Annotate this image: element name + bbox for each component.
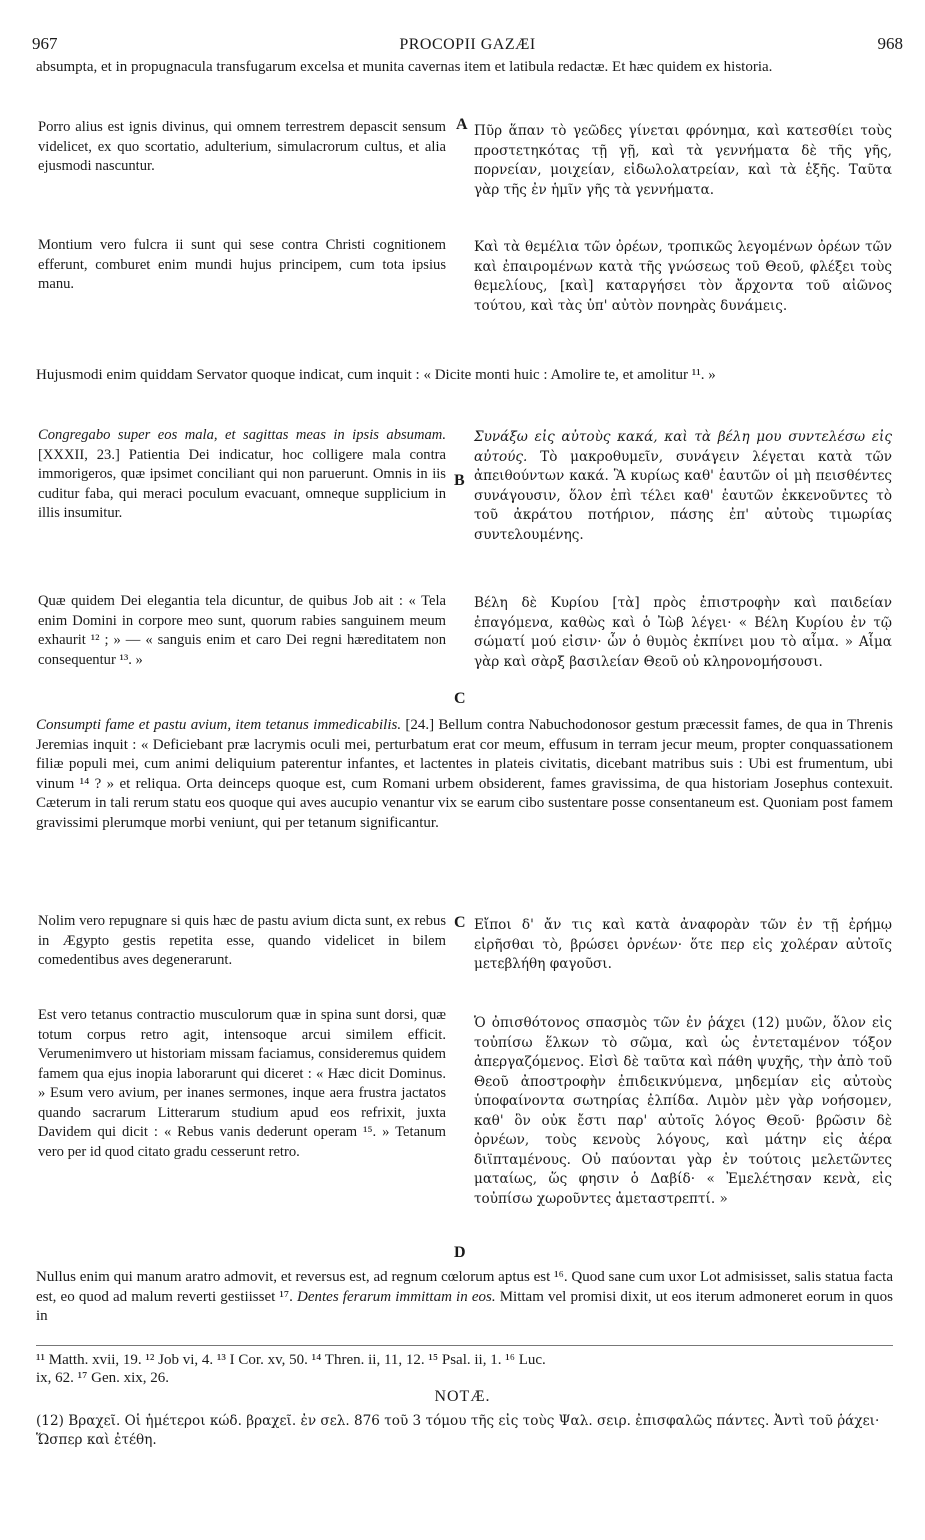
greek-paragraph-eremo: Εἴποι δ' ἄν τις καὶ κατὰ ἀναφορὰν τῶν ἐν τῇ ἐρήμῳ εἰρῆσθαι τὸ, βρώσει ὀρνέων· ὅτε περ εἰς χολέραν αὐτοῖς μετεβλήθη φαγοῦσι. xyxy=(474,917,892,972)
greek-paragraph-bele: Βέλη δὲ Κυρίου [τὰ] πρὸς ἐπιστροφὴν καὶ παιδείαν ἐπαγόμενα, καθὼς καὶ ὁ Ἰὼβ λέγει· « Βέλη Κυρίου ἐν τῷ σώματί μού εἰσιν· ὧν ὁ θυμὸς ἐκπίνει μου τὸ αἷμα. » Αἷμα γὰρ καὶ σὰρξ βασιλείαν Θεοῦ οὐ κληρονομήσουσι. xyxy=(474,595,892,670)
full-paragraph-fames xyxy=(36,716,893,833)
latin-text-congregabo: [XXXII, 23.] Patientia Dei indicatur, hoc colligere mala contra immorigeros, quæ ipsimet conciliant qui non paruerunt. Omnis in iis cuditur faba, qui meraci poculum evacuant, omneque supplicium in illis insumitur. xyxy=(38,446,446,521)
margin-letter-c-second: C xyxy=(454,914,466,931)
footnote-line-1: ¹¹ Matth. xvii, 19. ¹² Job vi, 4. ¹³ I Cor. xv, 50. ¹⁴ Thren. ii, 11, 12. ¹⁵ Psal. ii, 1. ¹⁶ Luc. xyxy=(36,1352,546,1368)
margin-letter-a: A xyxy=(456,116,468,133)
footnote-line-2: ix, 62. ¹⁷ Gen. xix, 26. xyxy=(36,1370,170,1386)
greek-paragraph-fire: Πῦρ ἅπαν τὸ γεῶδες γίνεται φρόνημα, καὶ κατεσθίει τοὺς προστετηκότας τῇ γῇ, καὶ τὰ γεννήματα δὲ τῆς γῆς, πορνείαν, μοιχείαν, εἰδωλολατρείαν, καὶ τὰ ἑξῆς. Ταῦτα γὰρ τῆς ἐν ἡμῖν γῆς τὰ γεννήματα. xyxy=(474,123,892,198)
latin-paragraph-tela: Quæ quidem Dei elegantia tela dicuntur, de quibus Job ait : « Tela enim Domini in corpore meo sunt, quorum rabies sanguinem meum exhaurit ¹² ; » — « sanguis enim et caro Dei regni hæreditatem non consequentur ¹³. » xyxy=(38,593,446,668)
footnote-separator xyxy=(36,1345,893,1346)
lemma-consumpti: Consumpti fame et pastu avium, item tetanus immedicabilis. xyxy=(36,717,402,733)
full-paragraph-saviour: Hujusmodi enim quiddam Servator quoque indicat, cum inquit : « Dicite monti huic : Amolire te, et amolitur ¹¹. » xyxy=(36,367,716,383)
margin-letter-c-first: C xyxy=(454,690,466,707)
text-aratro: Nullus enim qui manum aratro admovit, et reversus est, ad regnum cœlorum aptus est ¹⁶. Quod sane cum uxor Lot admisisset, salis statua facta est, eo quod ad malum reverti gestiisset ¹⁷. xyxy=(36,1269,893,1305)
latin-paragraph-tetanus: Est vero tetanus contractio musculorum quæ in spina sunt dorsi, quæ totum corpus retro agit, intensoque arcui similem efficit. Verumenimvero ut historiam missam faciamus, consideremus quidem famem qua ejus inopia laborarunt qui diceret : « Hæc dicit Dominus. » Esum vero avium, per inanes sermones, inque aera frustra jactatos quando sacrarum Litterarum studium apud eos refrixit, juxta Davidem qui dicit : « Rebus vanis dederunt operam ¹⁵. » Tetanum vero per id quod citato gradu cesserunt retro. xyxy=(38,1007,446,1160)
margin-letter-b: B xyxy=(454,472,465,489)
greek-lemma-synaxo: Συνάξω εἰς αὐτοὺς κακά, καὶ τὰ βέλη μου συντελέσω εἰς αὐτούς. xyxy=(474,429,892,465)
page-number-left: 967 xyxy=(32,34,58,53)
latin-lemma-congregabo: Congregabo super eos mala, et sagittas meas in ipsis absumam. xyxy=(38,427,446,443)
notae-text: (12) Βραχεῖ. Οἱ ἡμέτεροι κώδ. βραχεῖ. ἐν σελ. 876 τοῦ 3 τόμου τῆς εἰς τοὺς Ψαλ. σειρ. ἐπισφαλῶς πάντες. Ἀντὶ τοῦ ῥάχει· Ὥσπερ καὶ ἐτέθη. xyxy=(36,1413,880,1448)
notae-heading: NOTÆ. xyxy=(434,1388,491,1405)
page-title: PROCOPII GAZÆI xyxy=(399,36,536,53)
greek-paragraph-opisthotonos: Ὁ ὀπισθότονος σπασμὸς τῶν ἐν ῥάχει (12) μυῶν, ὅλον εἰς τοὐπίσω ἕλκων τὸ σῶμα, καὶ ὡς ἐντεταμένον τόξον ἀπεργαζόμενος. Εἰσὶ δὲ ταῦτα καὶ πάθη ψυχῆς, τὴν ἀπὸ τοῦ Θεοῦ ἀποστροφὴν ἐπιδεικνύμενα, μηδεμίαν εἰς αὐτοὺς ὑποφαίνοντα σωτηρίας ἐλπίδα. Λιμὸν μὲν γὰρ νοήσομεν, καθ' ὃν οὐκ ἔστι παρ' αὐτοῖς λόγος Θεοῦ· βρῶσιν δὲ ὀρνέων, τοὺς κενοὺς λόγους, καὶ μάτην εἰς ἀέρα διϊπταμένους. Οὐ παύονται γὰρ ἐν τούτοις μελετῶντες ματαίως, ὥς φησιν ὁ Δαβίδ· « Ἐμελέτησαν κενὰ, εἰς τοὐπίσω χωροῦντες ἀμεταστρεπτί. » xyxy=(474,1015,892,1207)
greek-text-synaxo: Τὸ μακροθυμεῖν, συνάγειν λέγεται κατὰ τῶν ἀπειθούντων κακά. Ἃ κυρίως καθ' ἑαυτῶν οἱ μὴ πεισθέντες συνάγουσιν, ὅλον ἐπὶ τέλει καθ' ἑαυτῶν ἐκκενοῦντες τὸ τοῦ ἀκράτου ποτήριον, πάσης ἐπ' αὐτοὺς τιμωρίας συντελουμένης. xyxy=(474,448,892,543)
latin-paragraph-mountains: Montium vero fulcra ii sunt qui sese contra Christi cognitionem efferunt, comburet enim mundi hujus principem, cum tota ipsius manu. xyxy=(38,237,446,292)
page-number-right: 968 xyxy=(877,34,903,53)
greek-paragraph-synaxo xyxy=(474,428,892,545)
margin-letter-d: D xyxy=(454,1244,466,1261)
latin-paragraph-congregabo xyxy=(38,426,446,524)
text-mittam: Mittam vel promisi dixit, ut eos iterum admoneret eorum in quos in xyxy=(36,1288,893,1324)
text-fames: [24.] Bellum contra Nabuchodonosor gestum præcessit fames, de qua in Threnis Jeremias inquit : « Deficiebant præ lacrymis oculi mei, perturbatum erat cor meum, effusum in terram jecur meum, propter conquassationem filiæ populi mei, cum animi deliquium paterentur infantes, et lactentes in plateis civitatis, dicebant matribus suis : Ubi est frumentum, ubi vinum ¹⁴ ? » et reliqua. Orta deinceps quoque est, cum Romani urbem obsiderent, fames gravissima, de qua historiam Josephus contexuit. Cæterum in tali rerum statu eos quoque qui aves aucupio venantur vix se earum cibo sustentare posse consentaneum est. Quoniam post famem gravissimi plerumque morbi veniunt, qui per tetanum significantur. xyxy=(36,717,893,831)
latin-paragraph-aegypto: Nolim vero repugnare si quis hæc de pastu avium dicta sunt, ex rebus in Ægypto gestis repetita esse, quando videlicet in bilem comedentibus aves degenerarunt. xyxy=(38,913,446,968)
full-paragraph-aratro xyxy=(36,1268,893,1327)
running-header xyxy=(32,34,903,56)
latin-paragraph-fire: Porro alius est ignis divinus, qui omnem terrestrem depascit sensum videlicet, ex quo scortatio, adulterium, simulacrorum cultus, et alia ejusmodi nascuntur. xyxy=(38,119,446,174)
greek-paragraph-mountains: Καὶ τὰ θεμέλια τῶν ὀρέων, τροπικῶς λεγομένων ὀρέων τῶν καὶ ἐπαιρομένων κατὰ τῆς γνώσεως τοῦ Θεοῦ, φλέξει τοὺς θεμελίους, [καὶ] καταργήσει τὸν ἄρχοντα τοῦ αἰῶνος τούτου, καὶ τὰς ὑπ' αὐτὸν πονηρὰς δυνάμεις. xyxy=(474,239,892,314)
lemma-dentes: Dentes ferarum immittam in eos. xyxy=(297,1288,496,1305)
opening-text: absumpta, et in propugnacula transfugarum excelsa et munita cavernas item et latibula redactæ. Et hæc quidem ex historia. xyxy=(36,59,773,75)
